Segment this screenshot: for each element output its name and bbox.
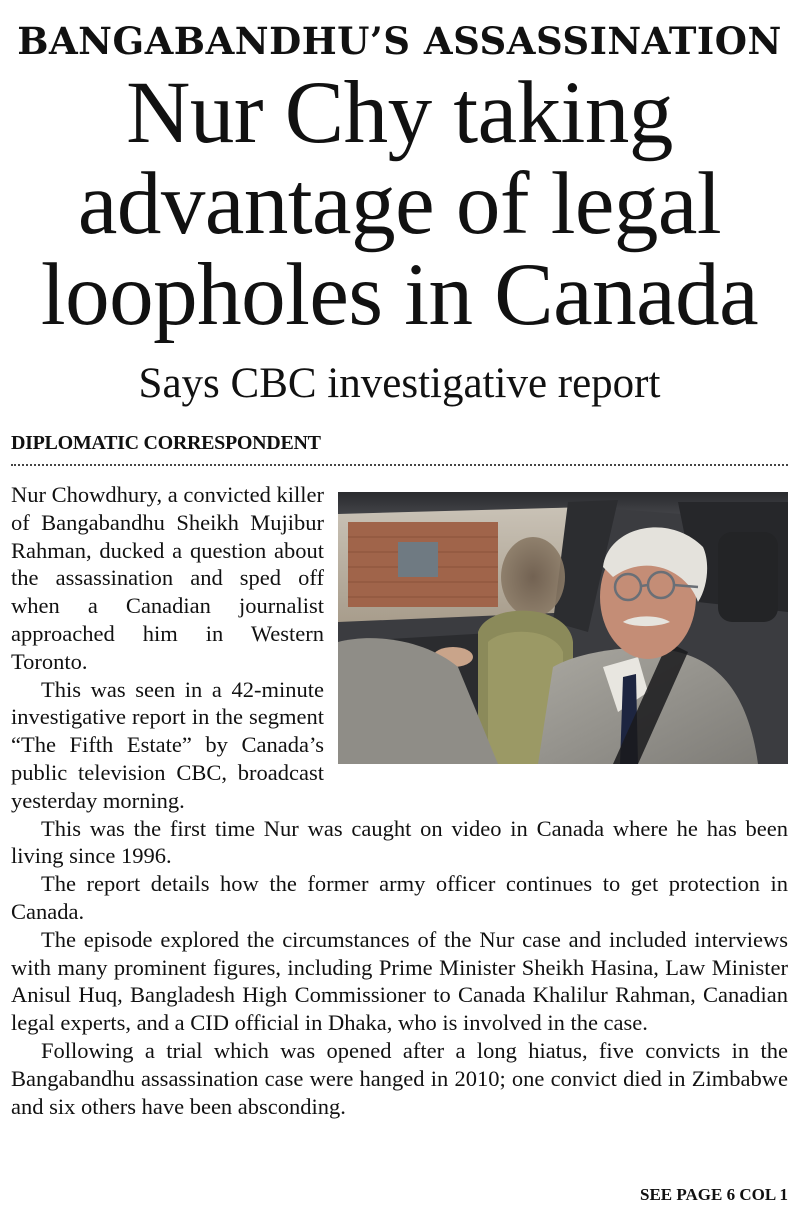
headline-line-3: loopholes in Canada <box>40 246 759 344</box>
byline: DIPLOMATIC CORRESPONDENT <box>11 432 321 454</box>
headline <box>0 64 799 344</box>
news-photo <box>338 492 788 764</box>
dotted-divider <box>11 464 788 466</box>
paragraph-4: The report details how the former army officer continues to get protection in Canada. <box>11 871 788 924</box>
subhead: Says CBC investigative report <box>138 360 661 407</box>
kicker: BANGABANDHU’S ASSASSINATION <box>17 19 782 63</box>
paragraph-5: The episode explored the circumstances of the Nur case and included interviews with many prominent figures, including Prime Minister Sheikh Hasina, Law Minister Anisul Huq, Bangladesh High Commissioner to Canada Khalilur Rahman, Canadian legal experts, and a CID official in Dhaka, who is involved in the case. <box>11 926 788 1036</box>
headline-line-1: Nur Chy taking <box>126 64 673 162</box>
paragraph-1: Nur Chowdhury, a convicted killer of Bangabandhu Sheikh Mujibur Rahman, ducked a question about the assassination and sped off when a Canadian journalist approached him in Western Toronto. <box>11 482 324 674</box>
paragraph-2: This was seen in a 42-minute investigative report in the segment “The Fifth Estate” by Canada’s public television CBC, broadcast yesterday morning. <box>11 676 324 813</box>
continuation-note: SEE PAGE 6 COL 1 <box>640 1185 788 1204</box>
car-interior-photo <box>338 492 788 764</box>
paragraph-3: This was the first time Nur was caught on video in Canada where he has been living since 1996. <box>11 815 788 869</box>
paragraph-6: Following a trial which was opened after a long hiatus, five convicts in the Bangabandhu assassination case were hanged in 2010; one convict died in Zimbabwe and six others have been absconding. <box>11 1037 788 1119</box>
headline-line-2: advantage of legal <box>77 155 722 253</box>
